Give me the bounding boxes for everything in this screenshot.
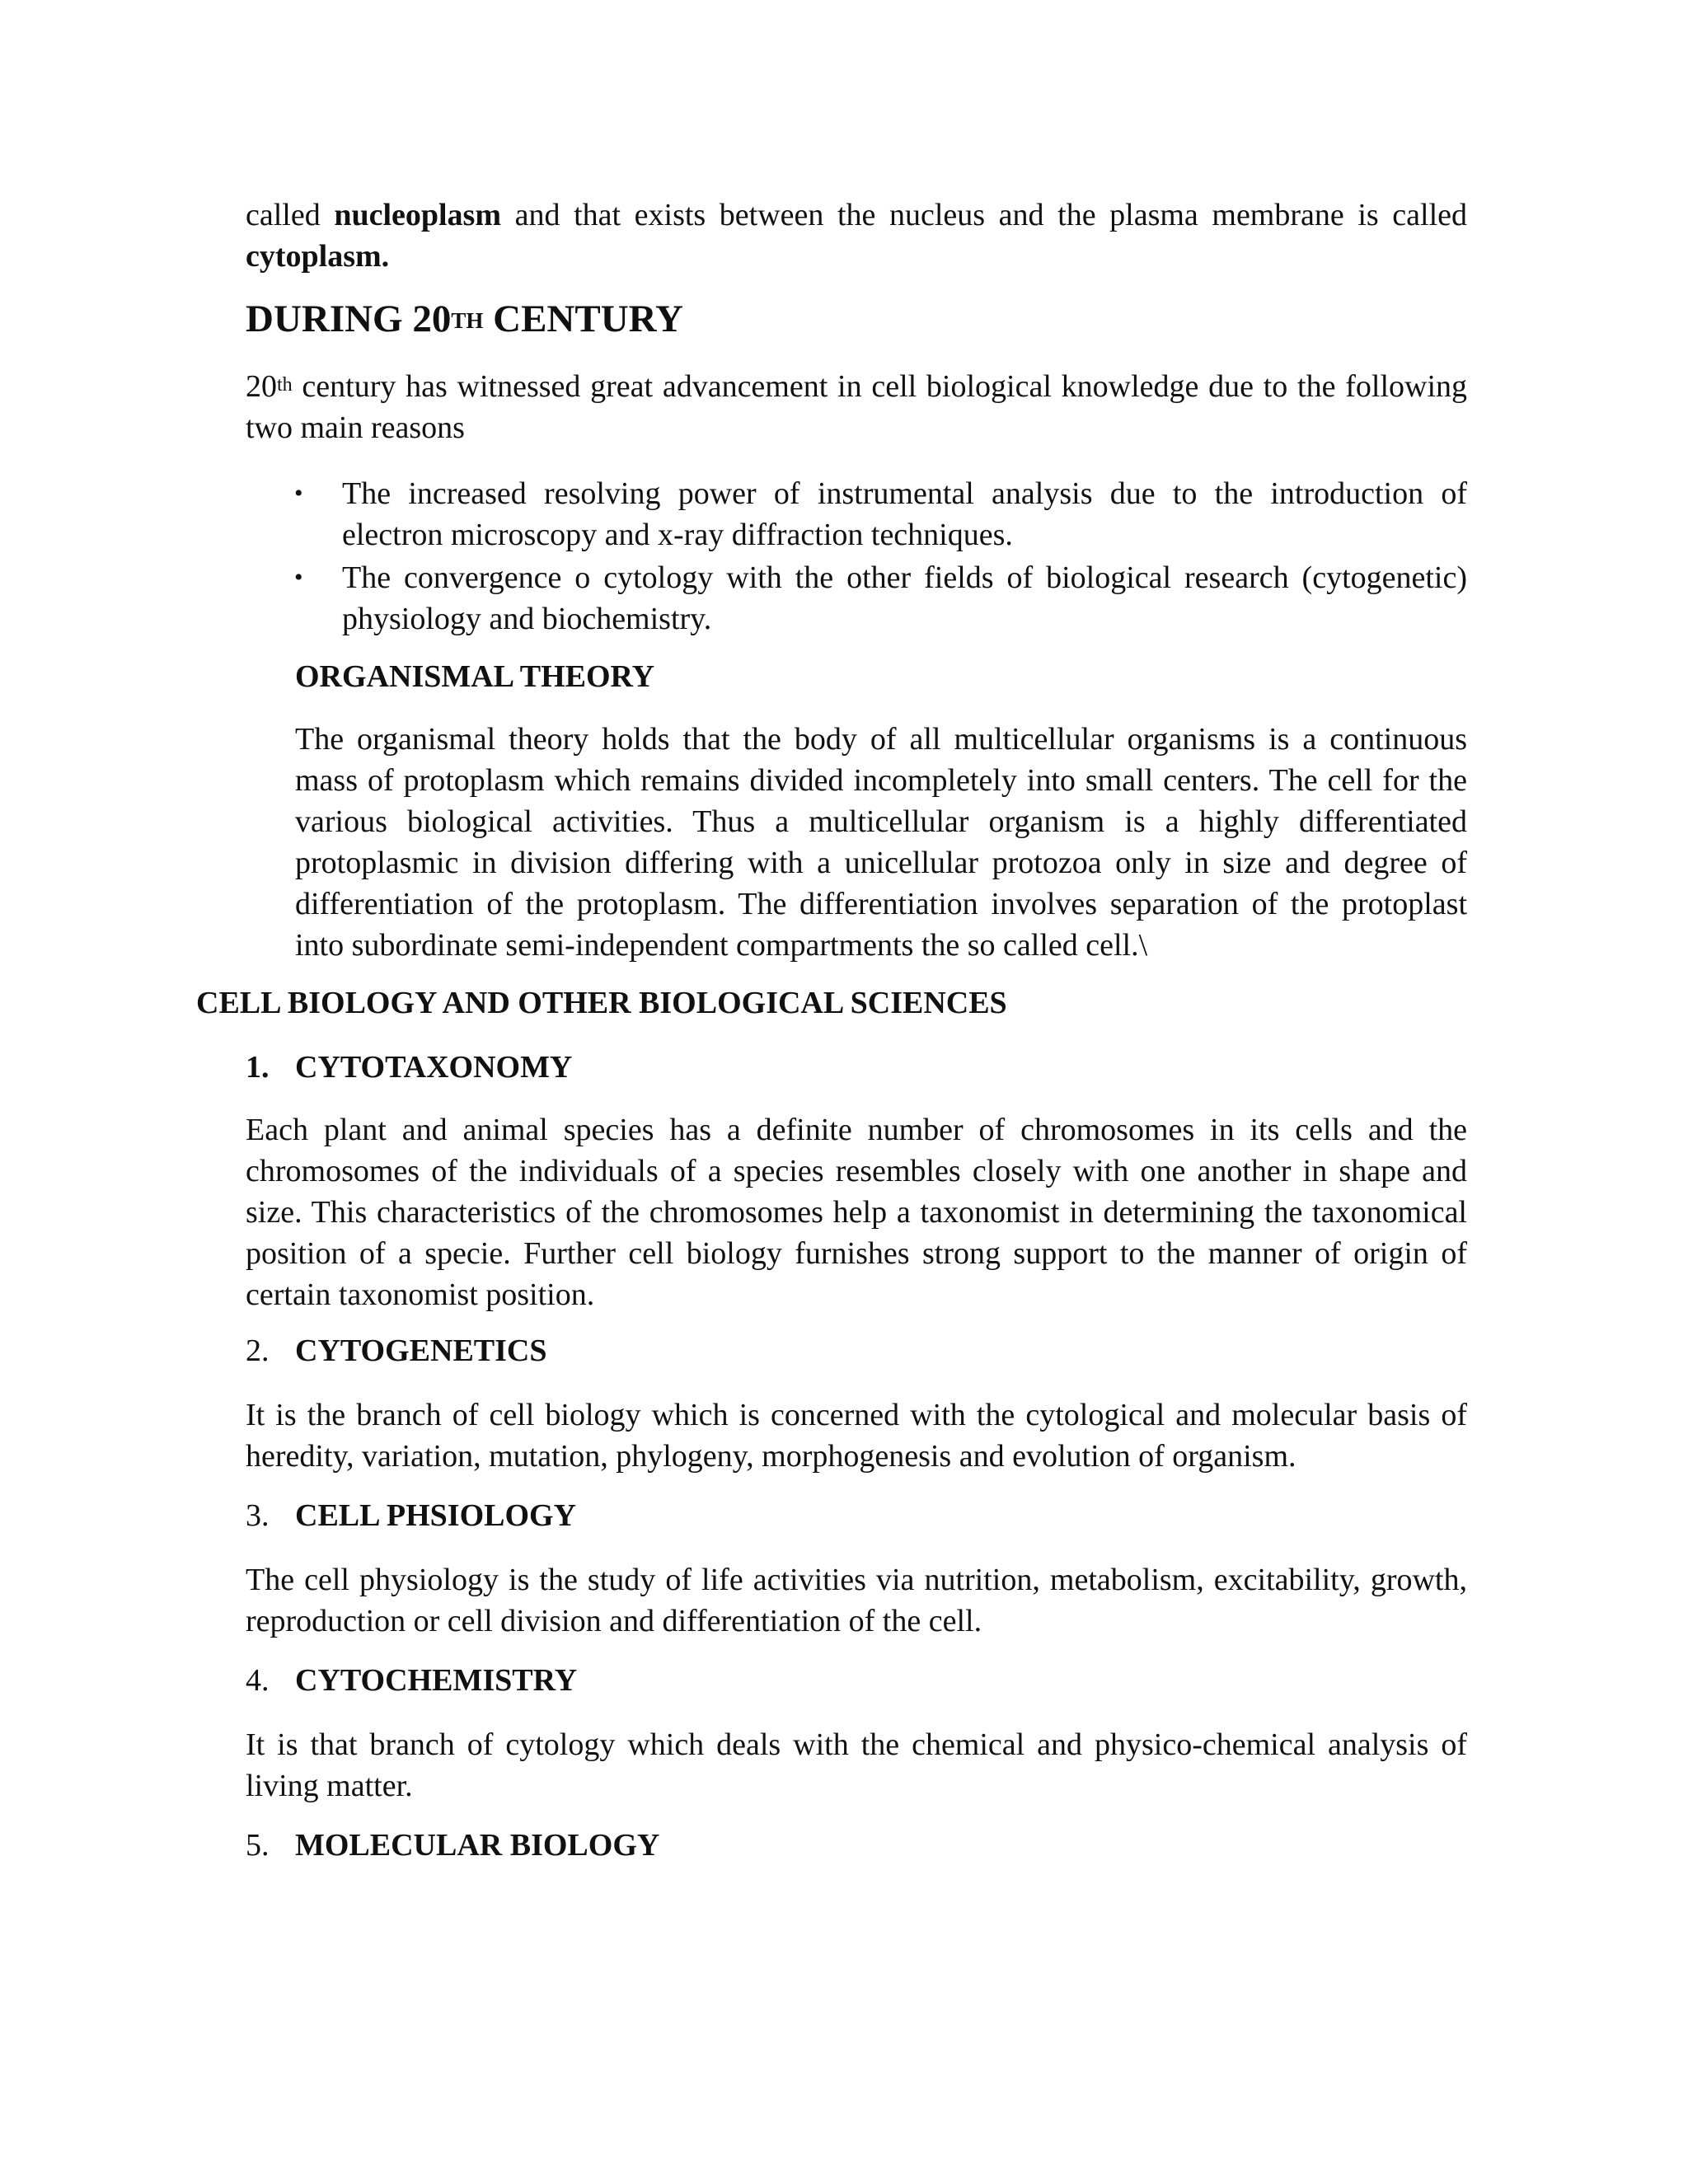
item-number: 1. — [246, 1050, 270, 1085]
item-heading-cytochemistry — [246, 1660, 1465, 1701]
list-item-text: The increased resolving power of instrumental analysis due to the introduction of electron microscopy and x-ray diffraction techniques. — [342, 476, 1467, 552]
item-text-cytogenetics: It is the branch of cell biology which is concerned with the cytological and molecular basis of heredity, variation, mutation, phylogeny, morphogenesis and evolution of organism. — [246, 1398, 1467, 1474]
bullet-icon: • — [294, 480, 303, 507]
term-nucleoplasm: nucleoplasm — [334, 198, 502, 232]
intro-text-2: and that exists between the nucleus and the plasma membrane is called — [501, 198, 1467, 232]
item-heading-cytogenetics — [246, 1330, 1465, 1371]
list-item-text: The convergence o cytology with the other fields of biological research (cytogenetic) physiology and biochemistry. — [342, 560, 1467, 636]
century-paragraph — [246, 366, 1467, 448]
item-number: 4. — [246, 1663, 270, 1698]
term-cytoplasm: cytoplasm. — [246, 239, 390, 274]
century-heading-suffix: CENTURY — [483, 298, 683, 340]
item-heading-cell-physiology — [246, 1495, 1465, 1536]
item-number: 5. — [246, 1828, 270, 1863]
intro-text-1: called — [246, 198, 335, 232]
century-text: century has witnessed great advancement in cell biological knowledge due to the following two main reasons — [246, 369, 1467, 445]
item-title: CYTOTAXONOMY — [295, 1050, 573, 1085]
century-heading-sup: TH — [451, 308, 484, 333]
item-title: CELL PHSIOLOGY — [295, 1498, 577, 1533]
century-num: 20 — [246, 369, 277, 404]
item-number: 3. — [246, 1498, 270, 1533]
item-title: MOLECULAR BIOLOGY — [295, 1828, 660, 1863]
century-heading — [246, 294, 1467, 344]
item-number: 2. — [246, 1333, 270, 1368]
item-heading-molecular-biology — [246, 1825, 1465, 1866]
list-item — [294, 557, 1467, 640]
century-sup: th — [277, 374, 293, 396]
item-heading-cytotaxonomy — [246, 1047, 1465, 1088]
bullet-icon: • — [294, 564, 303, 591]
item-text-cell-physiology: The cell physiology is the study of life activities via nutrition, metabolism, excitability, growth, reproduction or cell division and differentiation of the cell. — [246, 1563, 1467, 1638]
organismal-paragraph: The organismal theory holds that the body of all multicellular organisms is a continuous mass of protoplasm which remains divided incompletely into small centers. The cell for the various biological activities. Thus a multicellular organism is a highly differentiated protoplasmic in division differing with a unicellular protozoa only in size and degree of differentiation of the protoplasm. The differentiation involves separation of the protoplast into subordinate semi-independent compartments the so called cell.\ — [295, 722, 1467, 963]
intro-paragraph — [246, 194, 1467, 277]
reasons-list — [294, 473, 1467, 641]
century-heading-prefix: DURING 20 — [246, 298, 452, 340]
item-text-cytotaxonomy: Each plant and animal species has a definite number of chromosomes in its cells and the chromosomes of the individuals of a species resembles closely with one another in shape and size. This characteristics of the chromosomes help a taxonomist in determining the taxonomical position of a specie. Further cell biology furnishes strong support to the manner of origin of certain taxonomist position. — [246, 1113, 1467, 1312]
item-title: CYTOCHEMISTRY — [295, 1663, 578, 1698]
item-title: CYTOGENETICS — [295, 1333, 547, 1368]
item-text-cytochemistry: It is that branch of cytology which deals with the chemical and physico-chemical analysis of living matter. — [246, 1727, 1467, 1803]
list-item — [294, 473, 1467, 555]
organismal-heading: ORGANISMAL THEORY — [295, 659, 655, 694]
section-heading: CELL BIOLOGY AND OTHER BIOLOGICAL SCIENCES — [196, 986, 1007, 1020]
